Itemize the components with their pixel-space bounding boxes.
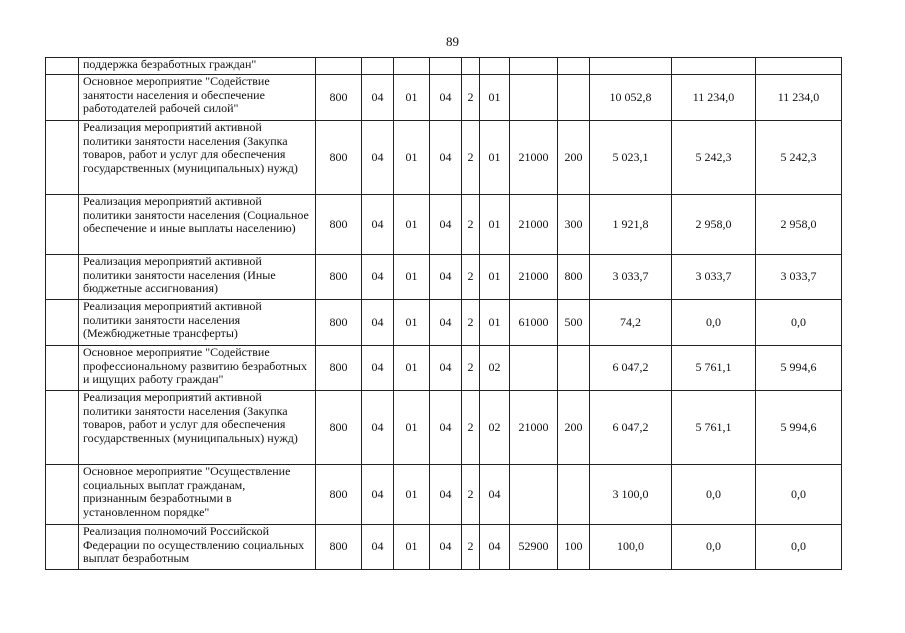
- row-value-cell: [510, 75, 558, 121]
- row-name-cell: Реализация мероприятий активной политики занятости населения (Иные бюджетные ассигнования): [79, 255, 316, 300]
- row-value-cell: 01: [394, 75, 430, 121]
- row-value-cell: [462, 58, 480, 75]
- row-name-cell: Основное мероприятие "Осуществление социальных выплат гражданам, признанным безработными в установленном порядке": [79, 465, 316, 525]
- table-row: [46, 195, 842, 255]
- row-name-cell: Реализация мероприятий активной политики занятости населения (Социальное обеспечение и иные выплаты населению): [79, 195, 316, 255]
- row-value-cell: 01: [480, 300, 510, 346]
- row-value-cell: 04: [362, 465, 394, 525]
- row-value-cell: 2 958,0: [672, 195, 756, 255]
- row-value-cell: 04: [430, 391, 462, 465]
- row-value-cell: 0,0: [756, 465, 842, 525]
- row-value-cell: 04: [430, 525, 462, 570]
- row-value-cell: 800: [316, 255, 362, 300]
- row-value-cell: 11 234,0: [672, 75, 756, 121]
- row-value-cell: 74,2: [590, 300, 672, 346]
- row-value-cell: 01: [394, 255, 430, 300]
- row-value-cell: 5 761,1: [672, 346, 756, 391]
- row-value-cell: 04: [430, 75, 462, 121]
- row-value-cell: 04: [430, 255, 462, 300]
- row-value-cell: 3 100,0: [590, 465, 672, 525]
- row-value-cell: 3 033,7: [590, 255, 672, 300]
- row-margin-cell: [46, 75, 79, 121]
- row-value-cell: 2: [462, 346, 480, 391]
- row-value-cell: 01: [394, 346, 430, 391]
- table-row: [46, 525, 842, 570]
- row-value-cell: [316, 58, 362, 75]
- table-row: [46, 255, 842, 300]
- row-value-cell: 2: [462, 391, 480, 465]
- row-name-cell: Реализация полномочий Российской Федерации по осуществлению социальных выплат безработным: [79, 525, 316, 570]
- row-value-cell: 800: [558, 255, 590, 300]
- row-value-cell: 5 761,1: [672, 391, 756, 465]
- row-margin-cell: [46, 255, 79, 300]
- row-value-cell: 5 994,6: [756, 391, 842, 465]
- row-value-cell: 01: [394, 465, 430, 525]
- table-row: [46, 75, 842, 121]
- row-value-cell: 5 242,3: [756, 121, 842, 195]
- row-value-cell: 01: [394, 195, 430, 255]
- row-value-cell: 3 033,7: [672, 255, 756, 300]
- table-row: [46, 121, 842, 195]
- row-value-cell: [558, 346, 590, 391]
- row-value-cell: 01: [480, 195, 510, 255]
- row-margin-cell: [46, 465, 79, 525]
- row-value-cell: 11 234,0: [756, 75, 842, 121]
- row-value-cell: 01: [394, 121, 430, 195]
- row-value-cell: [558, 465, 590, 525]
- row-value-cell: 2: [462, 465, 480, 525]
- row-value-cell: 04: [362, 346, 394, 391]
- row-value-cell: 04: [362, 255, 394, 300]
- row-value-cell: 500: [558, 300, 590, 346]
- row-value-cell: 800: [316, 391, 362, 465]
- row-value-cell: 04: [362, 525, 394, 570]
- row-value-cell: 800: [316, 300, 362, 346]
- row-value-cell: 61000: [510, 300, 558, 346]
- row-value-cell: 800: [316, 525, 362, 570]
- row-margin-cell: [46, 300, 79, 346]
- row-margin-cell: [46, 195, 79, 255]
- row-value-cell: 04: [430, 121, 462, 195]
- table-row: [46, 58, 842, 75]
- row-value-cell: [672, 58, 756, 75]
- row-value-cell: 02: [480, 346, 510, 391]
- row-value-cell: 100,0: [590, 525, 672, 570]
- row-value-cell: 0,0: [672, 465, 756, 525]
- row-name-cell: Реализация мероприятий активной политики занятости населения (Закупка товаров, работ и услуг для обеспечения государственных (муниципальных) нужд): [79, 121, 316, 195]
- row-value-cell: 01: [394, 525, 430, 570]
- row-value-cell: [558, 75, 590, 121]
- row-value-cell: 2: [462, 121, 480, 195]
- row-value-cell: [510, 58, 558, 75]
- row-value-cell: 200: [558, 121, 590, 195]
- row-margin-cell: [46, 121, 79, 195]
- row-value-cell: 02: [480, 391, 510, 465]
- row-value-cell: 01: [394, 391, 430, 465]
- row-value-cell: 04: [430, 195, 462, 255]
- row-value-cell: [394, 58, 430, 75]
- row-value-cell: 01: [394, 300, 430, 346]
- row-value-cell: 800: [316, 346, 362, 391]
- row-value-cell: 01: [480, 255, 510, 300]
- row-value-cell: 04: [362, 391, 394, 465]
- row-value-cell: 04: [430, 300, 462, 346]
- row-value-cell: 800: [316, 195, 362, 255]
- row-value-cell: [430, 58, 462, 75]
- row-value-cell: 800: [316, 465, 362, 525]
- row-value-cell: 21000: [510, 121, 558, 195]
- row-value-cell: 04: [430, 465, 462, 525]
- budget-table: [45, 57, 842, 570]
- row-value-cell: 0,0: [756, 525, 842, 570]
- row-value-cell: 21000: [510, 195, 558, 255]
- row-value-cell: 1 921,8: [590, 195, 672, 255]
- row-value-cell: [510, 346, 558, 391]
- row-value-cell: 2: [462, 195, 480, 255]
- row-value-cell: 0,0: [672, 300, 756, 346]
- table-row: [46, 465, 842, 525]
- row-value-cell: 300: [558, 195, 590, 255]
- row-value-cell: 6 047,2: [590, 391, 672, 465]
- row-value-cell: 04: [480, 465, 510, 525]
- row-value-cell: 04: [362, 121, 394, 195]
- row-name-cell: Основное мероприятие "Содействие занятости населения и обеспечение работодателей рабочей силой": [79, 75, 316, 121]
- table-row: [46, 300, 842, 346]
- row-name-cell: поддержка безработных граждан": [79, 58, 316, 75]
- row-value-cell: 2: [462, 300, 480, 346]
- row-value-cell: [480, 58, 510, 75]
- row-value-cell: 2: [462, 255, 480, 300]
- row-value-cell: 21000: [510, 255, 558, 300]
- row-value-cell: 3 033,7: [756, 255, 842, 300]
- row-name-cell: Реализация мероприятий активной политики занятости населения (Межбюджетные трансферты): [79, 300, 316, 346]
- row-margin-cell: [46, 346, 79, 391]
- row-value-cell: 21000: [510, 391, 558, 465]
- row-value-cell: 01: [480, 75, 510, 121]
- row-name-cell: Основное мероприятие "Содействие профессиональному развитию безработных и ищущих работу граждан": [79, 346, 316, 391]
- row-value-cell: 04: [362, 195, 394, 255]
- row-value-cell: 5 242,3: [672, 121, 756, 195]
- row-value-cell: 10 052,8: [590, 75, 672, 121]
- row-value-cell: 6 047,2: [590, 346, 672, 391]
- row-value-cell: 01: [480, 121, 510, 195]
- row-value-cell: [362, 58, 394, 75]
- row-value-cell: [590, 58, 672, 75]
- row-value-cell: 0,0: [756, 300, 842, 346]
- row-value-cell: 0,0: [672, 525, 756, 570]
- row-value-cell: 52900: [510, 525, 558, 570]
- row-value-cell: 04: [480, 525, 510, 570]
- row-value-cell: 200: [558, 391, 590, 465]
- row-value-cell: 2 958,0: [756, 195, 842, 255]
- table-row: [46, 391, 842, 465]
- row-value-cell: 04: [430, 346, 462, 391]
- page-number: 89: [446, 34, 459, 49]
- row-value-cell: 5 994,6: [756, 346, 842, 391]
- row-value-cell: 04: [362, 300, 394, 346]
- row-name-cell: Реализация мероприятий активной политики занятости населения (Закупка товаров, работ и услуг для обеспечения государственных (муниципальных) нужд): [79, 391, 316, 465]
- table-row: [46, 346, 842, 391]
- row-value-cell: [756, 58, 842, 75]
- row-value-cell: [558, 58, 590, 75]
- row-margin-cell: [46, 391, 79, 465]
- row-value-cell: 04: [362, 75, 394, 121]
- row-margin-cell: [46, 525, 79, 570]
- row-value-cell: 2: [462, 525, 480, 570]
- row-value-cell: 100: [558, 525, 590, 570]
- row-value-cell: [510, 465, 558, 525]
- row-margin-cell: [46, 58, 79, 75]
- row-value-cell: 800: [316, 121, 362, 195]
- row-value-cell: 5 023,1: [590, 121, 672, 195]
- row-value-cell: 2: [462, 75, 480, 121]
- table-body: [46, 58, 842, 570]
- row-value-cell: 800: [316, 75, 362, 121]
